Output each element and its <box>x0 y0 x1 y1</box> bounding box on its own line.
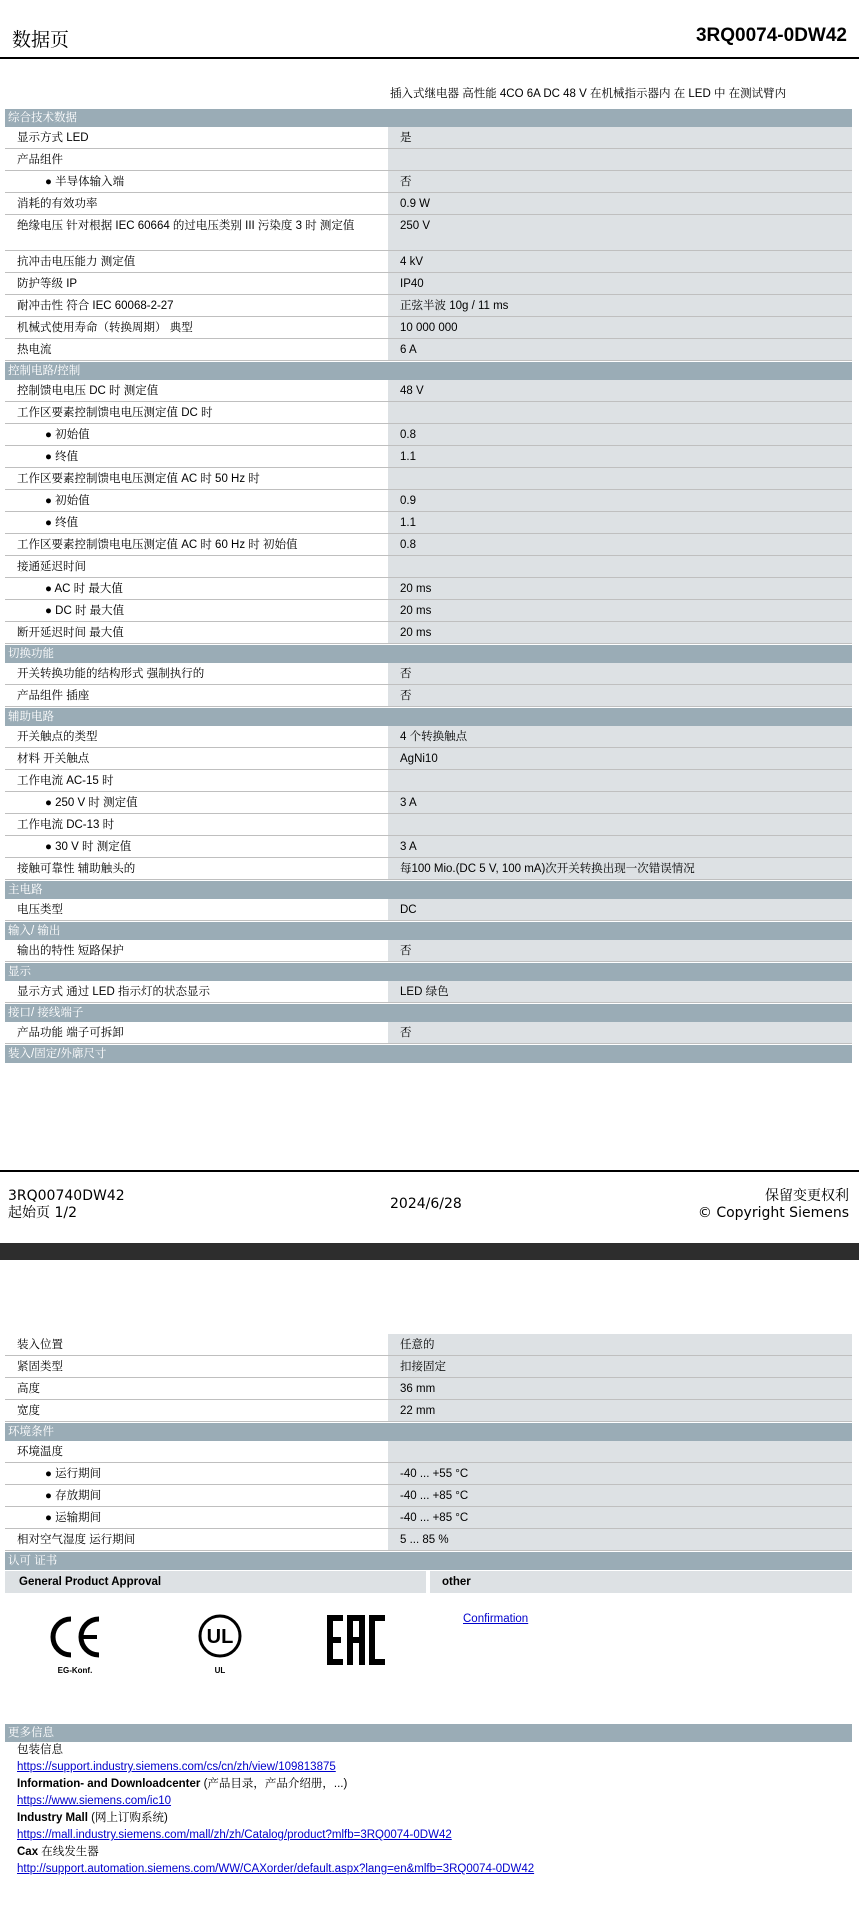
spec-value <box>387 814 852 835</box>
spec-rows-page-2 <box>5 1334 852 1551</box>
eac-mark-logo <box>325 1613 387 1672</box>
spec-row <box>5 273 852 295</box>
spec-label: ● DC 时 最大值 <box>45 605 125 617</box>
spec-value <box>387 556 852 577</box>
more-info-label-text: (产品目录，产品介绍册，...) <box>200 1778 348 1790</box>
spec-value: 否 <box>387 171 852 192</box>
spec-value: 否 <box>387 685 852 706</box>
spec-label: 产品组件 插座 <box>17 690 90 702</box>
spec-row <box>5 424 852 446</box>
spec-value: 10 000 000 <box>387 317 852 338</box>
spec-value: 否 <box>387 1022 852 1043</box>
spec-row <box>5 726 852 748</box>
approvals-col-other: other <box>430 1571 852 1593</box>
spec-row <box>5 1529 852 1551</box>
spec-value: 22 mm <box>387 1400 852 1421</box>
spec-value <box>387 770 852 791</box>
section-header: 综合技术数据 <box>5 109 852 127</box>
section-header: 辅助电路 <box>5 708 852 726</box>
header-divider <box>0 57 859 59</box>
product-code: 3RQ0074-0DW42 <box>695 25 847 46</box>
ce-mark-icon <box>45 1615 105 1659</box>
spec-label: ● 运输期间 <box>45 1512 102 1524</box>
spec-row <box>5 339 852 361</box>
page-separator <box>0 1243 859 1260</box>
spec-label: 相对空气湿度 运行期间 <box>17 1534 136 1546</box>
spec-label: ● 初始值 <box>45 495 90 507</box>
spec-row <box>5 1400 852 1422</box>
spec-label: 断开延迟时间 最大值 <box>17 627 124 639</box>
spec-label: 电压类型 <box>17 904 63 916</box>
spec-row <box>5 600 852 622</box>
ul-caption: UL <box>214 1666 226 1675</box>
more-info-label <box>17 1810 852 1827</box>
spec-label: ● 30 V 时 测定值 <box>45 841 132 853</box>
spec-row <box>5 748 852 770</box>
more-info-label-text: 包装信息 <box>17 1744 63 1756</box>
spec-label: ● 运行期间 <box>45 1468 102 1480</box>
spec-value: 1.1 <box>387 446 852 467</box>
spec-row <box>5 685 852 707</box>
more-info-label <box>17 1844 852 1861</box>
spec-row <box>5 578 852 600</box>
spec-row <box>5 1022 852 1044</box>
spec-row <box>5 490 852 512</box>
spec-label: 热电流 <box>17 344 52 356</box>
footer-right <box>698 1188 849 1222</box>
spec-row <box>5 380 852 402</box>
more-info-link[interactable]: http://support.automation.siemens.com/WW/CAXorder/default.aspx?lang=en&mlfb=3RQ0074-0DW42 <box>17 1863 535 1875</box>
spec-label: 工作区要素控制馈电电压测定值 AC 时 60 Hz 时 初始值 <box>17 539 298 551</box>
spec-row <box>5 836 852 858</box>
spec-row <box>5 468 852 490</box>
spec-value: LED 绿色 <box>387 981 852 1002</box>
footer-rights: 保留变更权利 <box>765 1188 849 1204</box>
spec-label: 宽度 <box>17 1405 40 1417</box>
spec-row <box>5 1378 852 1400</box>
section-header: 控制电路/控制 <box>5 362 852 380</box>
approvals-col-general: General Product Approval <box>5 1571 426 1593</box>
spec-row <box>5 899 852 921</box>
more-info-link[interactable]: https://www.siemens.com/ic10 <box>17 1795 172 1807</box>
spec-label: 材料 开关触点 <box>17 753 90 765</box>
spec-value: 48 V <box>387 380 852 401</box>
spec-label: 机械式使用寿命（转换周期） 典型 <box>17 322 193 334</box>
section-header: 环境条件 <box>5 1423 852 1441</box>
eac-mark-icon <box>325 1613 387 1667</box>
spec-row <box>5 1356 852 1378</box>
spec-row <box>5 171 852 193</box>
section-header-approvals: 认可 证书 <box>5 1552 852 1570</box>
ul-mark-text: UL <box>206 1626 234 1648</box>
more-info-label-bold: Cax <box>17 1846 39 1858</box>
spec-value: 任意的 <box>387 1334 852 1355</box>
spec-label: 控制馈电电压 DC 时 测定值 <box>17 385 159 397</box>
more-info-label-text: 在线发生器 <box>38 1846 99 1858</box>
spec-value <box>387 1441 852 1462</box>
spec-label: 抗冲击电压能力 测定值 <box>17 256 136 268</box>
spec-row <box>5 858 852 880</box>
spec-value: 正弦半波 10g / 11 ms <box>387 295 852 316</box>
spec-label: 工作区要素控制馈电电压测定值 DC 时 <box>17 407 213 419</box>
spec-value: AgNi10 <box>387 748 852 769</box>
spec-label: 工作区要素控制馈电电压测定值 AC 时 50 Hz 时 <box>17 473 260 485</box>
spec-value: 20 ms <box>387 578 852 599</box>
spec-label: 消耗的有效功率 <box>17 198 98 210</box>
page-title: 数据页 <box>12 30 70 51</box>
footer-divider <box>0 1170 859 1172</box>
spec-value: 否 <box>387 663 852 684</box>
spec-label: 高度 <box>17 1383 40 1395</box>
more-info-link[interactable]: https://mall.industry.siemens.com/mall/zh/zh/Catalog/product?mlfb=3RQ0074-0DW42 <box>17 1829 452 1841</box>
spec-value <box>387 402 852 423</box>
footer-date: 2024/6/28 <box>390 1196 462 1212</box>
spec-label: 接通延迟时间 <box>17 561 86 573</box>
section-header: 接口/ 接线端子 <box>5 1004 852 1022</box>
spec-row <box>5 402 852 424</box>
spec-row <box>5 251 852 273</box>
spec-label: 紧固类型 <box>17 1361 63 1373</box>
spec-value: 4 kV <box>387 251 852 272</box>
spec-value: 3 A <box>387 836 852 857</box>
footer-copyright: © Copyright Siemens <box>697 1205 849 1221</box>
spec-label: ● 初始值 <box>45 429 90 441</box>
spec-label: 显示方式 LED <box>17 132 89 144</box>
spec-value: 扣接固定 <box>387 1356 852 1377</box>
section-header: 切换功能 <box>5 645 852 663</box>
product-description: 插入式继电器 高性能 4CO 6A DC 48 V 在机械指示器内 在 LED 中 在测试臂内 <box>390 88 787 100</box>
spec-label: 接触可靠性 辅助触头的 <box>17 863 136 875</box>
spec-table-page-2 <box>5 1334 852 1878</box>
spec-row <box>5 534 852 556</box>
spec-value: DC <box>387 899 852 920</box>
spec-value: -40 ... +85 °C <box>387 1507 852 1528</box>
spec-value: 1.1 <box>387 512 852 533</box>
spec-value: 36 mm <box>387 1378 852 1399</box>
more-info-list <box>5 1742 852 1878</box>
spec-label: 工作电流 DC-13 时 <box>17 819 115 831</box>
footer-page-number: 起始页 1/2 <box>8 1205 77 1221</box>
spec-label: 防护等级 IP <box>17 278 78 290</box>
more-info-label-bold: Industry Mall <box>17 1812 88 1824</box>
datasheet-page-2 <box>0 1260 859 1905</box>
spec-row <box>5 512 852 534</box>
spec-value: 20 ms <box>387 600 852 621</box>
spec-value <box>387 149 852 170</box>
spec-label: 输出的特性 短路保护 <box>17 945 124 957</box>
spec-row <box>5 556 852 578</box>
spec-row <box>5 1485 852 1507</box>
ce-mark-logo <box>45 1615 105 1675</box>
ce-caption: EG-Konf. <box>57 1666 93 1675</box>
spec-row <box>5 193 852 215</box>
spec-value: 250 V <box>387 215 852 250</box>
spec-value: 否 <box>387 940 852 961</box>
spec-value: IP40 <box>387 273 852 294</box>
spec-label: 产品功能 端子可拆卸 <box>17 1027 124 1039</box>
spec-value: 0.8 <box>387 534 852 555</box>
spec-label: 绝缘电压 针对根据 IEC 60664 的过电压类别 III 污染度 3 时 测定值 <box>17 220 355 232</box>
spec-value: -40 ... +85 °C <box>387 1485 852 1506</box>
ul-mark-icon <box>197 1613 243 1659</box>
more-info-label <box>17 1742 852 1759</box>
footer-order-number: 3RQ00740DW42 <box>8 1188 125 1204</box>
more-info-link[interactable]: https://support.industry.siemens.com/cs/cn/zh/view/109813875 <box>17 1761 336 1773</box>
spec-value: 20 ms <box>387 622 852 643</box>
spec-row <box>5 1334 852 1356</box>
spec-label: 耐冲击性 符合 IEC 60068-2-27 <box>17 300 174 312</box>
spec-label: 工作电流 AC-15 时 <box>17 775 114 787</box>
spec-value: 6 A <box>387 339 852 360</box>
spec-label: 显示方式 通过 LED 指示灯的状态显示 <box>17 986 210 998</box>
approvals-header <box>5 1571 852 1593</box>
spec-row <box>5 295 852 317</box>
spec-value: 每100 Mio.(DC 5 V, 100 mA)次开关转换出现一次错误情况 <box>387 858 852 879</box>
spec-label: 开关转换功能的结构形式 强制执行的 <box>17 668 205 680</box>
spec-row <box>5 127 852 149</box>
spec-value: 4 个转换触点 <box>387 726 852 747</box>
section-header: 主电路 <box>5 881 852 899</box>
spec-row <box>5 215 852 251</box>
spec-row <box>5 317 852 339</box>
spec-label: 开关触点的类型 <box>17 731 98 743</box>
spec-value: 0.9 W <box>387 193 852 214</box>
spec-label: ● 存放期间 <box>45 1490 102 1502</box>
spec-value: 0.8 <box>387 424 852 445</box>
spec-row <box>5 663 852 685</box>
spec-label: 环境温度 <box>17 1446 63 1458</box>
spec-row <box>5 814 852 836</box>
spec-row <box>5 981 852 1003</box>
ul-mark-logo <box>197 1613 243 1675</box>
more-info-label <box>17 1776 852 1793</box>
spec-label: 产品组件 <box>17 154 63 166</box>
spec-row <box>5 940 852 962</box>
section-header: 输入/ 输出 <box>5 922 852 940</box>
spec-row <box>5 1507 852 1529</box>
spec-value: 0.9 <box>387 490 852 511</box>
spec-label: ● 250 V 时 测定值 <box>45 797 138 809</box>
spec-label: ● 半导体输入端 <box>45 176 125 188</box>
spec-row <box>5 622 852 644</box>
spec-row <box>5 446 852 468</box>
spec-row <box>5 770 852 792</box>
spec-value <box>387 468 852 489</box>
spec-row <box>5 1463 852 1485</box>
spec-value: 是 <box>387 127 852 148</box>
spec-label: 装入位置 <box>17 1339 63 1351</box>
footer-left <box>8 1188 125 1222</box>
spec-label: ● 终值 <box>45 517 79 529</box>
confirmation-link[interactable]: Confirmation <box>463 1613 529 1625</box>
spec-row <box>5 1441 852 1463</box>
spec-label: ● AC 时 最大值 <box>45 583 123 595</box>
spec-value: 3 A <box>387 792 852 813</box>
spec-value: -40 ... +55 °C <box>387 1463 852 1484</box>
more-info-label-bold: Information- and Downloadcenter <box>17 1778 201 1790</box>
spec-value: 5 ... 85 % <box>387 1529 852 1550</box>
spec-row <box>5 792 852 814</box>
approvals-body <box>5 1593 852 1723</box>
more-info-label-text: (网上订购系统) <box>87 1812 168 1824</box>
section-header-more-info: 更多信息 <box>5 1724 852 1742</box>
section-header: 装入/固定/外廓尺寸 <box>5 1045 852 1063</box>
spec-table-page-1 <box>5 108 852 1063</box>
section-header: 显示 <box>5 963 852 981</box>
spec-label: ● 终值 <box>45 451 79 463</box>
spec-row <box>5 149 852 171</box>
